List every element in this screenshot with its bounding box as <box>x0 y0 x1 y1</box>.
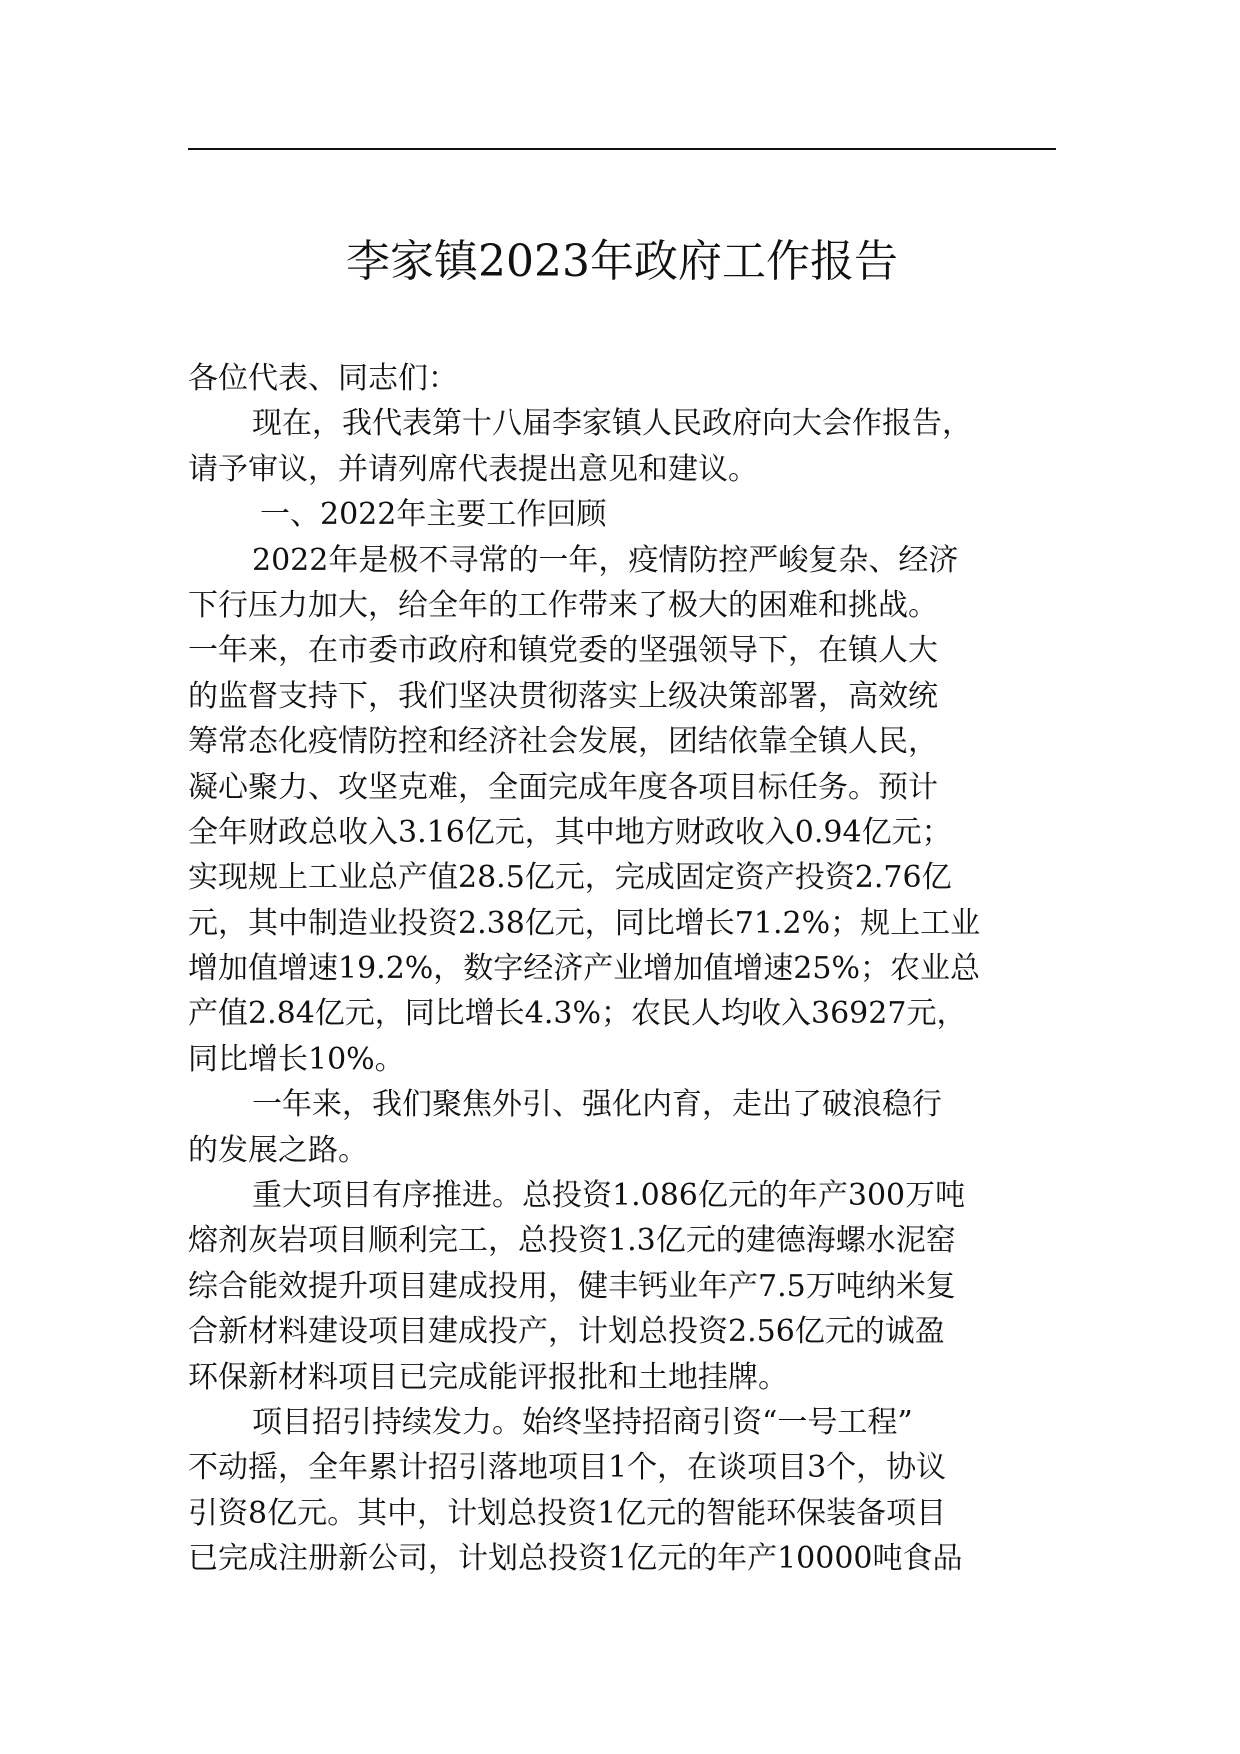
body-line: 实现规上工业总产值28.5亿元，完成固定资产投资2.76亿 <box>188 860 952 896</box>
body-line: 综合能效提升项目建成投用，健丰钙业年产7.5万吨纳米复 <box>188 1268 956 1304</box>
body-line: 的监督支持下，我们坚决贯彻落实上级决策部署，高效统 <box>188 678 938 714</box>
body-line: 的发展之路。 <box>188 1132 368 1168</box>
body-line: 项目招引持续发力。始终坚持招商引资“一号工程” <box>252 1404 913 1440</box>
body-line: 元，其中制造业投资2.38亿元，同比增长71.2%；规上工业 <box>188 905 981 941</box>
body-line: 全年财政总收入3.16亿元，其中地方财政收入0.94亿元； <box>188 814 952 850</box>
body-line: 合新材料建设项目建成投产，计划总投资2.56亿元的诚盈 <box>188 1314 945 1350</box>
body-line: 环保新材料项目已完成能评报批和土地挂牌。 <box>188 1359 788 1395</box>
body-line: 下行压力加大，给全年的工作带来了极大的困难和挑战。 <box>188 587 938 623</box>
body-line: 现在，我代表第十八届李家镇人民政府向大会作报告， <box>252 406 972 442</box>
body-line: 2022年是极不寻常的一年，疫情防控严峻复杂、经济 <box>252 542 959 578</box>
document-title: 李家镇2023年政府工作报告 <box>346 236 898 287</box>
body-line: 同比增长10%。 <box>188 1041 405 1077</box>
body-line: 筹常态化疫情防控和经济社会发展，团结依靠全镇人民， <box>188 724 938 760</box>
body-line: 熔剂灰岩项目顺利完工，总投资1.3亿元的建德海螺水泥窑 <box>188 1223 956 1259</box>
body-line: 已完成注册新公司，计划总投资1亿元的年产10000吨食品 <box>188 1541 963 1577</box>
body-line: 增加值增速19.2%，数字经济产业增加值增速25%；农业总 <box>188 951 980 987</box>
body-line: 重大项目有序推进。总投资1.086亿元的年产300万吨 <box>252 1178 966 1214</box>
body-line: 一年来，在市委市政府和镇党委的坚强领导下，在镇人大 <box>188 633 938 669</box>
body-line: 不动摇，全年累计招引落地项目1个，在谈项目3个，协议 <box>188 1450 947 1486</box>
body-line: 引资8亿元。其中，计划总投资1亿元的智能环保装备项目 <box>188 1495 947 1531</box>
body-line: 一年来，我们聚焦外引、强化内育，走出了破浪稳行 <box>252 1087 942 1123</box>
document-body <box>188 356 1088 1582</box>
body-line: 产值2.84亿元，同比增长4.3%；农民人均收入36927元， <box>188 996 967 1032</box>
body-line: 请予审议，并请列席代表提出意见和建议。 <box>188 451 758 487</box>
section-heading: 一、2022年主要工作回顾 <box>260 497 607 533</box>
body-line: 凝心聚力、攻坚克难，全面完成年度各项目标任务。预计 <box>188 769 938 805</box>
body-line: 各位代表、同志们： <box>188 361 458 396</box>
header-rule <box>188 148 1056 150</box>
